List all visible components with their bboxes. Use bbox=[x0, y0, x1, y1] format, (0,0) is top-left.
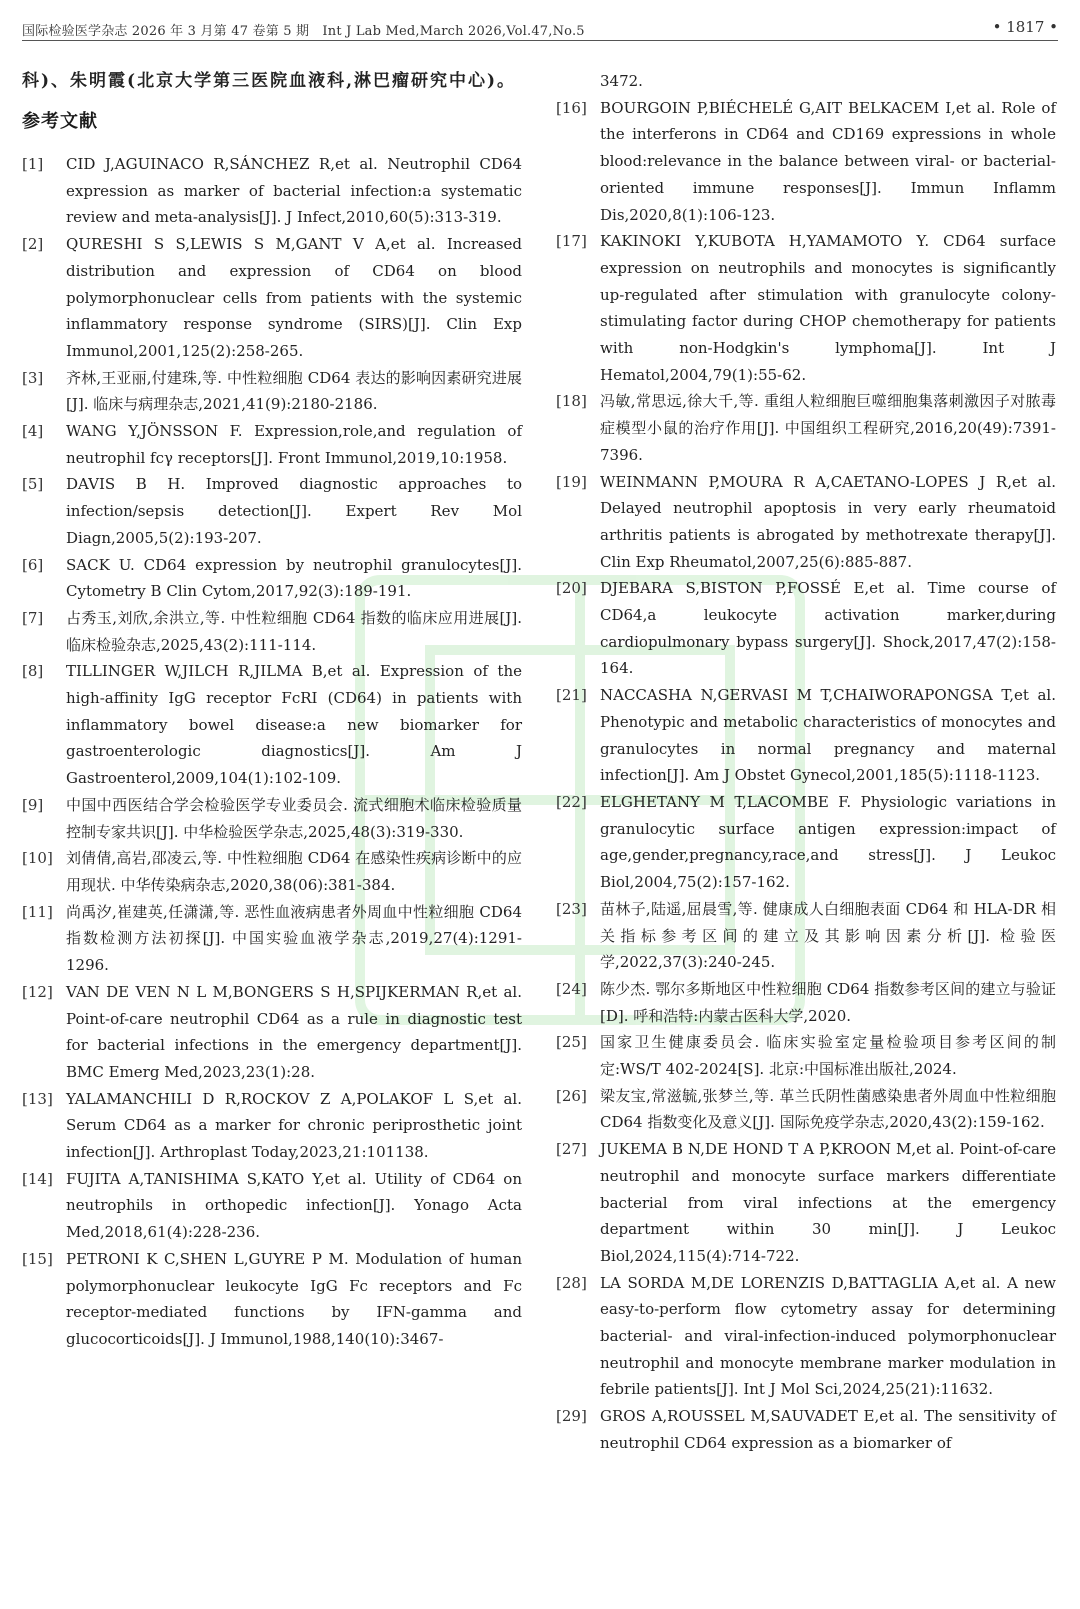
reference-item bbox=[22, 365, 522, 418]
reference-item bbox=[556, 1083, 1056, 1136]
reference-number: [23] bbox=[556, 899, 587, 918]
reference-number: [13] bbox=[22, 1089, 53, 1108]
reference-text: 国家卫生健康委员会. 临床实验室定量检验项目参考区间的制定:WS/T 402-2024[S]. 北京:中国标准出版社,2024. bbox=[600, 1033, 1056, 1079]
reference-item bbox=[556, 228, 1056, 388]
reference-text: BOURGOIN P,BIÉCHELÉ G,AIT BELKACEM I,et al. Role of the interferons in CD64 and CD169 expressions in whole blood:relevance in the balance between viral- or bacterial-oriented immune responses[J]. Immun Inflamm Dis,2020,8(1):106-123. bbox=[600, 98, 1056, 224]
reference-item bbox=[22, 979, 522, 1086]
reference-text: KAKINOKI Y,KUBOTA H,YAMAMOTO Y. CD64 surface expression on neutrophils and monocytes is significantly up-regulated after stimulation with granulocyte colony-stimulating factor during CHOP chemotherapy for patients with non-Hodgkin's lymphoma[J]. Int J Hematol,2004,79(1):55-62. bbox=[600, 232, 1056, 384]
reference-text: VAN DE VEN N L M,BONGERS S H,SPIJKERMAN R,et al. Point-of-care neutrophil CD64 as a rule in diagnostic test for bacterial infections in the emergency department[J]. BMC Emerg Med,2023,23(1):28. bbox=[66, 982, 522, 1081]
page-number: • 1817 • bbox=[992, 18, 1058, 36]
reference-text: 尚禹汐,崔建英,任潇潇,等. 恶性血液病患者外周血中性粒细胞 CD64 指数检测方法初探[J]. 中国实验血液学杂志,2019,27(4):1291-1296. bbox=[66, 902, 522, 975]
reference-number: [22] bbox=[556, 792, 587, 811]
reference-number: [9] bbox=[22, 795, 44, 814]
reference-item bbox=[556, 1403, 1056, 1456]
reference-item bbox=[22, 1086, 522, 1166]
reference-number: [24] bbox=[556, 979, 587, 998]
reference-number: [17] bbox=[556, 232, 587, 251]
reference-text: PETRONI K C,SHEN L,GUYRE P M. Modulation of human polymorphonuclear leukocyte IgG Fc receptors and Fc receptor-mediated functions by IFN-gamma and glucocorticoids[J]. J Immunol,1988,140(10):3467- bbox=[66, 1249, 522, 1348]
reference-item bbox=[22, 1166, 522, 1246]
left-column bbox=[22, 68, 522, 1353]
reference-number: [26] bbox=[556, 1086, 587, 1105]
reference-item bbox=[556, 1029, 1056, 1082]
reference-item bbox=[22, 471, 522, 551]
reference-text: WANG Y,JÖNSSON F. Expression,role,and regulation of neutrophil fcγ receptors[J]. Front Immunol,2019,10:1958. bbox=[66, 422, 522, 467]
reference-text: NACCASHA N,GERVASI M T,CHAIWORAPONGSA T,et al. Phenotypic and metabolic characteristics of monocytes and granulocytes in normal pregnancy and maternal infection[J]. Am J Obstet Gynecol,2001,185(5):1118-1123. bbox=[600, 686, 1056, 785]
reference-item bbox=[556, 469, 1056, 576]
reference-text: DAVIS B H. Improved diagnostic approaches to infection/sepsis detection[J]. Expert Rev Mol Diagn,2005,5(2):193-207. bbox=[66, 475, 522, 547]
reference-item bbox=[556, 388, 1056, 468]
reference-text: 刘倩倩,高岩,邵凌云,等. 中性粒细胞 CD64 在感染性疾病诊断中的应用现状. 中华传染病杂志,2020,38(06):381-384. bbox=[66, 849, 522, 894]
reference-number: [16] bbox=[556, 98, 587, 117]
reference-number: [27] bbox=[556, 1140, 587, 1159]
reference-number: [15] bbox=[22, 1249, 53, 1268]
reference-text: CID J,AGUINACO R,SÁNCHEZ R,et al. Neutrophil CD64 expression as marker of bacterial infection:a systematic review and meta-analysis[J]. J Infect,2010,60(5):313-319. bbox=[66, 155, 522, 227]
reference-text: 齐林,王亚丽,付建珠,等. 中性粒细胞 CD64 表达的影响因素研究进展[J]. 临床与病理杂志,2021,41(9):2180-2186. bbox=[66, 368, 522, 414]
reference-number: [7] bbox=[22, 608, 44, 627]
reference-text: GROS A,ROUSSEL M,SAUVADET E,et al. The sensitivity of neutrophil CD64 expression as a biomarker of bbox=[600, 1407, 1056, 1452]
reference-item bbox=[22, 845, 522, 898]
reference-continuation bbox=[556, 68, 1056, 95]
reference-text: 冯敏,常思远,徐大千,等. 重组人粒细胞巨噬细胞集落刺激因子对脓毒症模型小鼠的治疗作用[J]. 中国组织工程研究,2016,20(49):7391-7396. bbox=[600, 392, 1056, 464]
reference-text: 苗林子,陆遥,屈晨雪,等. 健康成人白细胞表面 CD64 和 HLA-DR 相关指标参考区间的建立及其影响因素分析[J]. 检验医学,2022,37(3):240-245. bbox=[600, 899, 1056, 972]
right-column bbox=[556, 68, 1056, 1457]
journal-info: 国际检验医学杂志 2026 年 3 月第 47 卷第 5 期 Int J Lab Med,March 2026,Vol.47,No.5 bbox=[22, 24, 585, 39]
reference-item bbox=[22, 1246, 522, 1353]
reference-text: FUJITA A,TANISHIMA S,KATO Y,et al. Utility of CD64 on neutrophils in orthopedic infection[J]. Yonago Acta Med,2018,61(4):228-236. bbox=[66, 1169, 522, 1242]
reference-item bbox=[556, 1136, 1056, 1270]
reference-number: [6] bbox=[22, 555, 44, 574]
references-title: 参考文献 bbox=[22, 111, 98, 132]
reference-number: [12] bbox=[22, 982, 53, 1001]
reference-item bbox=[556, 575, 1056, 682]
page-header bbox=[22, 16, 1058, 42]
reference-text: WEINMANN P,MOURA R A,CAETANO-LOPES J R,et al. Delayed neutrophil apoptosis in very early rheumatoid arthritis patients is abrogated by methotrexate therapy[J]. Clin Exp Rheumatol,2007,25(6):885-887. bbox=[600, 472, 1056, 571]
reference-item bbox=[556, 682, 1056, 789]
reference-item bbox=[556, 976, 1056, 1029]
reference-number: [19] bbox=[556, 472, 587, 491]
reference-item bbox=[22, 899, 522, 979]
reference-text: YALAMANCHILI D R,ROCKOV Z A,POLAKOF L S,et al. Serum CD64 as a marker for chronic periprosthetic joint infection[J]. Arthroplast Today,2023,21:101138. bbox=[66, 1089, 522, 1162]
reference-text: 中国中西医结合学会检验医学专业委员会. 流式细胞术临床检验质量控制专家共识[J]. 中华检验医学杂志,2025,48(3):319-330. bbox=[66, 795, 522, 841]
reference-number: [8] bbox=[22, 662, 44, 681]
reference-number: [18] bbox=[556, 392, 587, 411]
reference-item bbox=[22, 552, 522, 605]
reference-number: [5] bbox=[22, 475, 44, 494]
reference-text: LA SORDA M,DE LORENZIS D,BATTAGLIA A,et al. A new easy-to-perform flow cytometry assay for determining bacterial- and viral-infection-induced polymorphonuclear neutrophil and monocyte membrane marker modulation in febrile patients[J]. Int J Mol Sci,2024,25(21):11632. bbox=[600, 1273, 1056, 1399]
reference-number: [4] bbox=[22, 422, 44, 441]
reference-number: [25] bbox=[556, 1033, 587, 1052]
reference-list-left bbox=[22, 151, 522, 1353]
reference-number: [21] bbox=[556, 686, 587, 705]
intro-paragraph: 科)、朱明霞(北京大学第三医院血液科,淋巴瘤研究中心)。 bbox=[22, 71, 517, 91]
reference-number: [29] bbox=[556, 1407, 587, 1426]
reference-item bbox=[556, 896, 1056, 976]
reference-text: JUKEMA B N,DE HOND T A P,KROON M,et al. Point-of-care neutrophil and monocyte surface markers differentiate bacterial from viral infections at the emergency department within 30 min[J]. J Leukoc Biol,2024,115(4):714-722. bbox=[600, 1140, 1056, 1265]
reference-item bbox=[22, 658, 522, 792]
reference-number: [11] bbox=[22, 902, 53, 921]
reference-number: [1] bbox=[22, 155, 44, 173]
header-rule bbox=[22, 40, 1058, 41]
reference-text: 梁友宝,常滋毓,张梦兰,等. 革兰氏阴性菌感染患者外周血中性粒细胞 CD64 指数变化及意义[J]. 国际免疫学杂志,2020,43(2):159-162. bbox=[600, 1086, 1056, 1132]
reference-text: 陈少杰. 鄂尔多斯地区中性粒细胞 CD64 指数参考区间的建立与验证[D]. 呼和浩特:内蒙古医科大学,2020. bbox=[600, 979, 1056, 1025]
reference-number: [2] bbox=[22, 235, 44, 254]
reference-item bbox=[22, 418, 522, 471]
reference-item bbox=[556, 1270, 1056, 1404]
reference-continuation-text: 3472. bbox=[600, 72, 643, 90]
reference-item bbox=[22, 605, 522, 658]
reference-number: [20] bbox=[556, 579, 587, 598]
reference-number: [28] bbox=[556, 1273, 587, 1292]
reference-text: SACK U. CD64 expression by neutrophil granulocytes[J]. Cytometry B Clin Cytom,2017,92(3):189-191. bbox=[66, 555, 522, 601]
reference-text: 占秀玉,刘欣,余洪立,等. 中性粒细胞 CD64 指数的临床应用进展[J]. 临床检验杂志,2025,43(2):111-114. bbox=[66, 608, 522, 654]
reference-number: [10] bbox=[22, 849, 53, 868]
reference-number: [3] bbox=[22, 368, 44, 387]
reference-text: DJEBARA S,BISTON P,FOSSÉ E,et al. Time course of CD64,a leukocyte activation marker,during cardiopulmonary bypass surgery[J]. Shock,2017,47(2):158-164. bbox=[600, 579, 1056, 678]
reference-item bbox=[22, 792, 522, 845]
reference-item bbox=[556, 789, 1056, 896]
reference-item bbox=[22, 151, 522, 231]
reference-text: TILLINGER W,JILCH R,JILMA B,et al. Expression of the high-affinity IgG receptor FcRI (CD64) in patients with inflammatory bowel disease:a new biomarker for gastroenterologic diagnostics[J]. Am J Gastroenterol,2009,104(1):102-109. bbox=[66, 662, 522, 788]
reference-item bbox=[556, 95, 1056, 229]
reference-number: [14] bbox=[22, 1169, 53, 1188]
reference-item bbox=[22, 231, 522, 365]
reference-text: ELGHETANY M T,LACOMBE F. Physiologic variations in granulocytic surface antigen expression:impact of age,gender,pregnancy,race,and stress[J]. J Leukoc Biol,2004,75(2):157-162. bbox=[600, 792, 1056, 892]
reference-list-right bbox=[556, 95, 1056, 1457]
reference-text: QURESHI S S,LEWIS S M,GANT V A,et al. Increased distribution and expression of CD64 on blood polymorphonuclear cells from patients with the systemic inflammatory response syndrome (SIRS)[J]. Clin Exp Immunol,2001,125(2):258-265. bbox=[66, 235, 522, 360]
